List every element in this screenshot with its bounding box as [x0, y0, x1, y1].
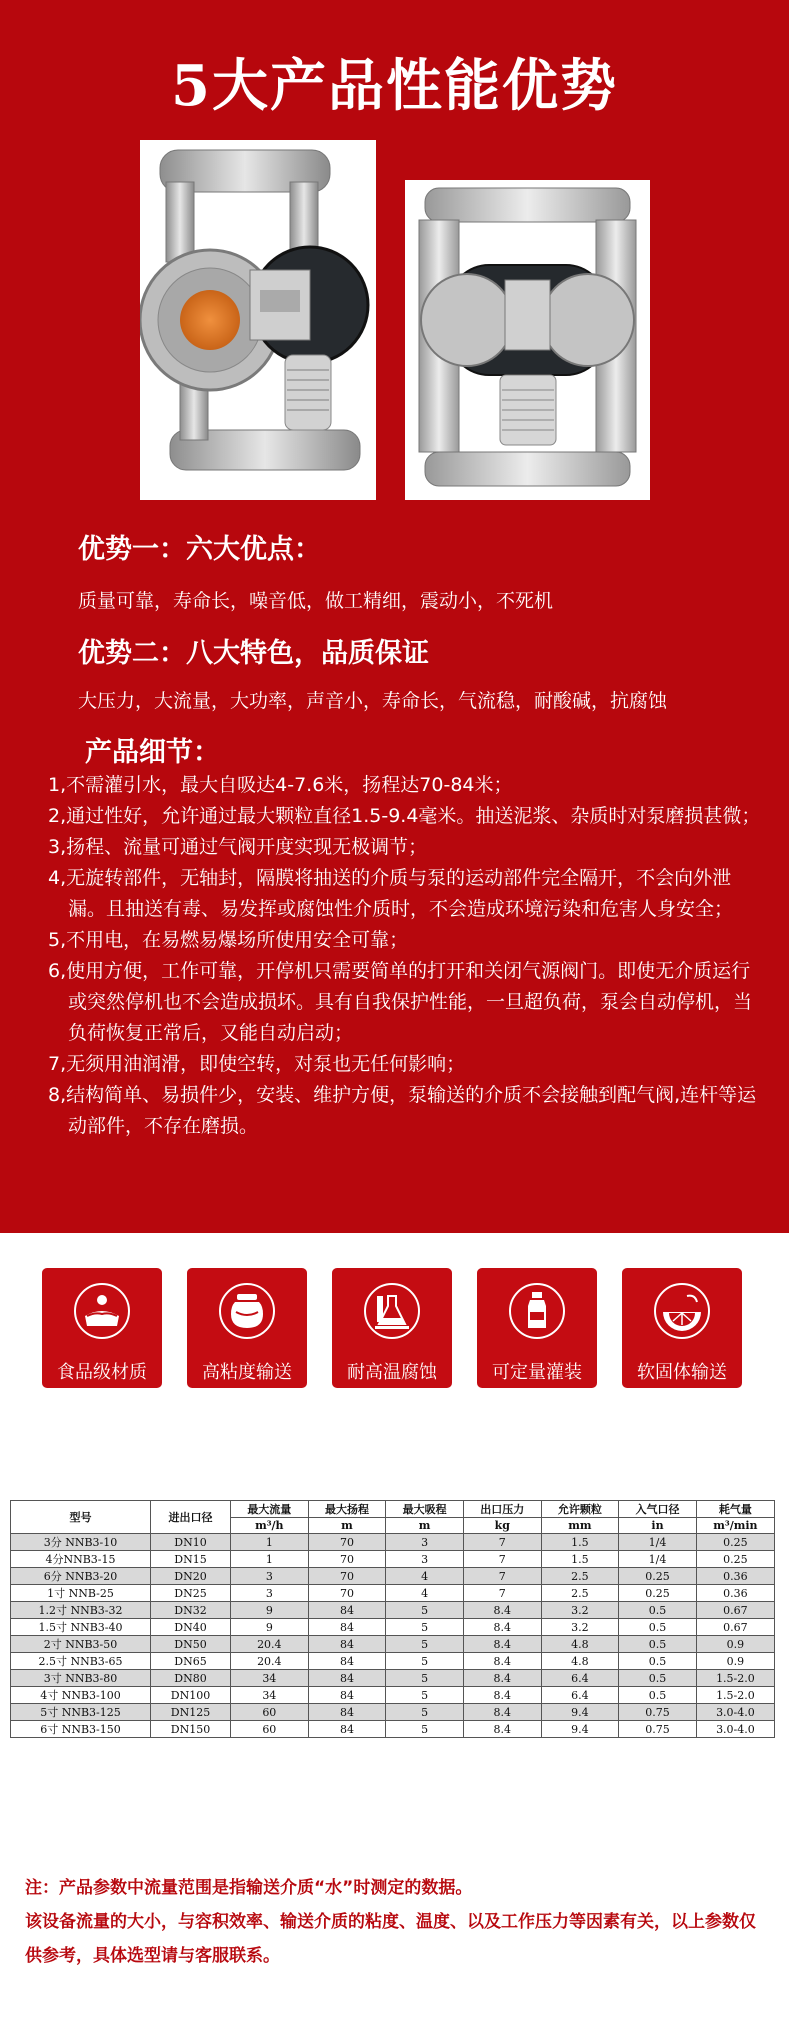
unit-header: m³/min: [696, 1518, 774, 1534]
table-cell: 1: [231, 1551, 309, 1568]
feature-quantitative-filling: [477, 1268, 597, 1388]
column-header: 出口压力: [463, 1501, 541, 1518]
advantage-two-text: 大压力，大流量，大功率，声音小，寿命长，气流稳，耐酸碱，抗腐蚀: [78, 690, 668, 712]
table-cell: DN100: [151, 1687, 231, 1704]
table-cell: 8.4: [463, 1602, 541, 1619]
table-cell: 4寸 NNB3-100: [11, 1687, 151, 1704]
table-row: [11, 1585, 775, 1602]
table-cell: 5: [386, 1721, 464, 1738]
table-cell: DN125: [151, 1704, 231, 1721]
table-cell: 4.8: [541, 1636, 619, 1653]
table-cell: 84: [308, 1670, 386, 1687]
unit-header: m: [386, 1518, 464, 1534]
table-cell: 9: [231, 1619, 309, 1636]
table-cell: DN25: [151, 1585, 231, 1602]
feature-soft-solids: [622, 1268, 742, 1388]
table-cell: 3: [231, 1568, 309, 1585]
table-cell: DN150: [151, 1721, 231, 1738]
table-cell: 0.36: [696, 1585, 774, 1602]
table-cell: 1.5-2.0: [696, 1687, 774, 1704]
lab-flask-icon: [363, 1282, 421, 1340]
table-cell: 1寸 NNB-25: [11, 1585, 151, 1602]
jar-icon: [218, 1282, 276, 1340]
table-cell: 1.2寸 NNB3-32: [11, 1602, 151, 1619]
table-cell: 3: [386, 1551, 464, 1568]
table-cell: 5: [386, 1670, 464, 1687]
table-cell: 8.4: [463, 1636, 541, 1653]
column-header: 耗气量: [696, 1501, 774, 1518]
table-cell: DN65: [151, 1653, 231, 1670]
fruit-slice-icon: [653, 1282, 711, 1340]
table-cell: 84: [308, 1602, 386, 1619]
detail-item: 3,扬程、流量可通过气阀开度实现无极调节；: [48, 836, 428, 858]
bottle-icon: [508, 1282, 566, 1340]
feature-label: 耐高温腐蚀: [347, 1362, 437, 1383]
table-cell: 0.5: [619, 1687, 697, 1704]
table-cell: 8.4: [463, 1687, 541, 1704]
table-cell: 5: [386, 1636, 464, 1653]
detail-item: 2,通过性好，允许通过最大颗粒直径1.5-9.4毫米。抽送泥浆、杂质时对泵磨损甚微；: [48, 805, 761, 827]
table-cell: 7: [463, 1551, 541, 1568]
table-cell: 3.0-4.0: [696, 1721, 774, 1738]
table-cell: DN40: [151, 1619, 231, 1636]
table-cell: 6寸 NNB3-150: [11, 1721, 151, 1738]
table-cell: DN20: [151, 1568, 231, 1585]
table-cell: 9: [231, 1602, 309, 1619]
pump-photo-front: [405, 180, 650, 500]
pump-photo-side: [140, 140, 376, 500]
advantage-one-text: 质量可靠，寿命长，噪音低，做工精细，震动小，不死机: [78, 590, 554, 612]
table-cell: 84: [308, 1687, 386, 1704]
table-cell: 84: [308, 1704, 386, 1721]
table-cell: DN15: [151, 1551, 231, 1568]
table-row: [11, 1687, 775, 1704]
table-cell: 0.67: [696, 1619, 774, 1636]
table-cell: 0.5: [619, 1636, 697, 1653]
table-cell: 0.67: [696, 1602, 774, 1619]
table-cell: 9.4: [541, 1704, 619, 1721]
unit-header: mm: [541, 1518, 619, 1534]
unit-header: m: [308, 1518, 386, 1534]
table-cell: 70: [308, 1534, 386, 1551]
table-cell: DN50: [151, 1636, 231, 1653]
notes: [25, 1871, 765, 1973]
details-heading: 产品细节：: [85, 737, 220, 768]
table-cell: 2.5: [541, 1568, 619, 1585]
table-cell: 70: [308, 1585, 386, 1602]
table-cell: 3.0-4.0: [696, 1704, 774, 1721]
table-cell: 7: [463, 1568, 541, 1585]
table-cell: 6.4: [541, 1670, 619, 1687]
detail-item: 6,使用方便，工作可靠，开停机只需要简单的打开和关闭气源阀门。即使无介质运行或突然停机也不会造成损坏。具有自我保护性能，一旦超负荷，泵会自动停机，当负荷恢复正常后，又能自动启动；: [48, 960, 753, 1044]
table-cell: 8.4: [463, 1721, 541, 1738]
table-cell: 0.25: [696, 1551, 774, 1568]
table-row: [11, 1619, 775, 1636]
table-cell: 34: [231, 1687, 309, 1704]
table-cell: 84: [308, 1653, 386, 1670]
table-cell: 6.4: [541, 1687, 619, 1704]
table-cell: 0.5: [619, 1670, 697, 1687]
table-cell: 3: [231, 1585, 309, 1602]
table-cell: 5: [386, 1653, 464, 1670]
table-cell: 3分 NNB3-10: [11, 1534, 151, 1551]
table-cell: 1/4: [619, 1534, 697, 1551]
table-cell: 1.5: [541, 1551, 619, 1568]
table-cell: 20.4: [231, 1653, 309, 1670]
table-cell: 6分 NNB3-20: [11, 1568, 151, 1585]
table-cell: 4.8: [541, 1653, 619, 1670]
table-cell: 60: [231, 1721, 309, 1738]
table-cell: 4: [386, 1585, 464, 1602]
table-cell: 20.4: [231, 1636, 309, 1653]
column-header: 入气口径: [619, 1501, 697, 1518]
note-line: 该设备流量的大小，与容积效率、输送介质的粘度、温度、以及工作压力等因素有关，以上参数仅供参考，具体选型请与客服联系。: [25, 1912, 756, 1966]
unit-header: m³/h: [231, 1518, 309, 1534]
table-cell: 0.75: [619, 1721, 697, 1738]
table-cell: 1.5-2.0: [696, 1670, 774, 1687]
table-cell: DN80: [151, 1670, 231, 1687]
table-cell: 4: [386, 1568, 464, 1585]
table-row: [11, 1721, 775, 1738]
column-header: 最大流量: [231, 1501, 309, 1518]
feature-label: 高粘度输送: [202, 1362, 292, 1383]
table-cell: 2寸 NNB3-50: [11, 1636, 151, 1653]
detail-item: 5,不用电，在易燃易爆场所使用安全可靠；: [48, 929, 409, 951]
table-cell: 0.5: [619, 1602, 697, 1619]
unit-header: kg: [463, 1518, 541, 1534]
column-header: 进出口径: [151, 1501, 231, 1534]
detail-item: 1,不需灌引水，最大自吸达4-7.6米，扬程达70-84米；: [48, 774, 513, 796]
feature-label: 食品级材质: [57, 1362, 147, 1383]
table-row: [11, 1670, 775, 1687]
table-cell: 2.5: [541, 1585, 619, 1602]
table-cell: 3.2: [541, 1619, 619, 1636]
column-header: 最大吸程: [386, 1501, 464, 1518]
table-row: [11, 1704, 775, 1721]
table-cell: 5: [386, 1619, 464, 1636]
column-header: 型号: [11, 1501, 151, 1534]
table-cell: 1/4: [619, 1551, 697, 1568]
feature-food-grade: [42, 1268, 162, 1388]
table-cell: 5寸 NNB3-125: [11, 1704, 151, 1721]
table-row: [11, 1568, 775, 1585]
table-cell: 5: [386, 1602, 464, 1619]
table-cell: 0.9: [696, 1636, 774, 1653]
table-cell: 0.25: [619, 1585, 697, 1602]
table-cell: 3: [386, 1534, 464, 1551]
table-cell: 8.4: [463, 1704, 541, 1721]
table-cell: 0.9: [696, 1653, 774, 1670]
details-list: [48, 770, 768, 1142]
table-cell: 1.5寸 NNB3-40: [11, 1619, 151, 1636]
table-cell: 0.36: [696, 1568, 774, 1585]
table-row: [11, 1602, 775, 1619]
table-cell: 34: [231, 1670, 309, 1687]
column-header: 允许颗粒: [541, 1501, 619, 1518]
table-cell: 0.25: [619, 1568, 697, 1585]
spec-table-body: [11, 1534, 775, 1738]
feature-heat-corrosion: [332, 1268, 452, 1388]
feature-label: 软固体输送: [637, 1362, 727, 1383]
table-cell: 3.2: [541, 1602, 619, 1619]
table-cell: 5: [386, 1704, 464, 1721]
page-title: 5大产品性能优势: [171, 53, 618, 119]
spec-header-row: [11, 1501, 775, 1518]
detail-item: 8,结构简单、易损件少，安装、维护方便，泵输送的介质不会接触到配气阀,连杆等运动部件，不存在磨损。: [48, 1084, 757, 1137]
detail-item: 7,无须用油润滑，即使空转，对泵也无任何影响；: [48, 1053, 466, 1075]
table-cell: 0.5: [619, 1653, 697, 1670]
advantage-one-heading: 优势一：六大优点：: [78, 534, 321, 565]
table-cell: DN10: [151, 1534, 231, 1551]
column-header: 最大扬程: [308, 1501, 386, 1518]
table-cell: 9.4: [541, 1721, 619, 1738]
table-row: [11, 1636, 775, 1653]
table-row: [11, 1551, 775, 1568]
table-cell: 84: [308, 1721, 386, 1738]
table-cell: 1.5: [541, 1534, 619, 1551]
table-cell: 0.5: [619, 1619, 697, 1636]
table-row: [11, 1653, 775, 1670]
table-cell: 5: [386, 1687, 464, 1704]
table-cell: 8.4: [463, 1653, 541, 1670]
table-row: [11, 1534, 775, 1551]
table-cell: 8.4: [463, 1670, 541, 1687]
feature-label: 可定量灌装: [492, 1362, 582, 1383]
spec-table: [10, 1500, 775, 1738]
table-cell: 0.25: [696, 1534, 774, 1551]
unit-header: in: [619, 1518, 697, 1534]
table-cell: 8.4: [463, 1619, 541, 1636]
feature-high-viscosity: [187, 1268, 307, 1388]
advantage-two-heading: 优势二：八大特色，品质保证: [78, 638, 429, 669]
table-cell: 7: [463, 1585, 541, 1602]
table-cell: 84: [308, 1636, 386, 1653]
table-cell: 7: [463, 1534, 541, 1551]
table-cell: 3寸 NNB3-80: [11, 1670, 151, 1687]
table-cell: 70: [308, 1568, 386, 1585]
table-cell: DN32: [151, 1602, 231, 1619]
table-cell: 60: [231, 1704, 309, 1721]
table-cell: 2.5寸 NNB3-65: [11, 1653, 151, 1670]
table-cell: 0.75: [619, 1704, 697, 1721]
table-cell: 4分NNB3-15: [11, 1551, 151, 1568]
table-cell: 70: [308, 1551, 386, 1568]
note-line: 注：产品参数中流量范围是指输送介质“水”时测定的数据。: [25, 1878, 473, 1898]
detail-item: 4,无旋转部件，无轴封，隔膜将抽送的介质与泵的运动部件完全隔开，不会向外泄漏。且抽送有毒、易发挥或腐蚀性介质时，不会造成环境污染和危害人身安全；: [48, 867, 734, 920]
table-cell: 84: [308, 1619, 386, 1636]
cake-icon: [73, 1282, 131, 1340]
table-cell: 1: [231, 1534, 309, 1551]
